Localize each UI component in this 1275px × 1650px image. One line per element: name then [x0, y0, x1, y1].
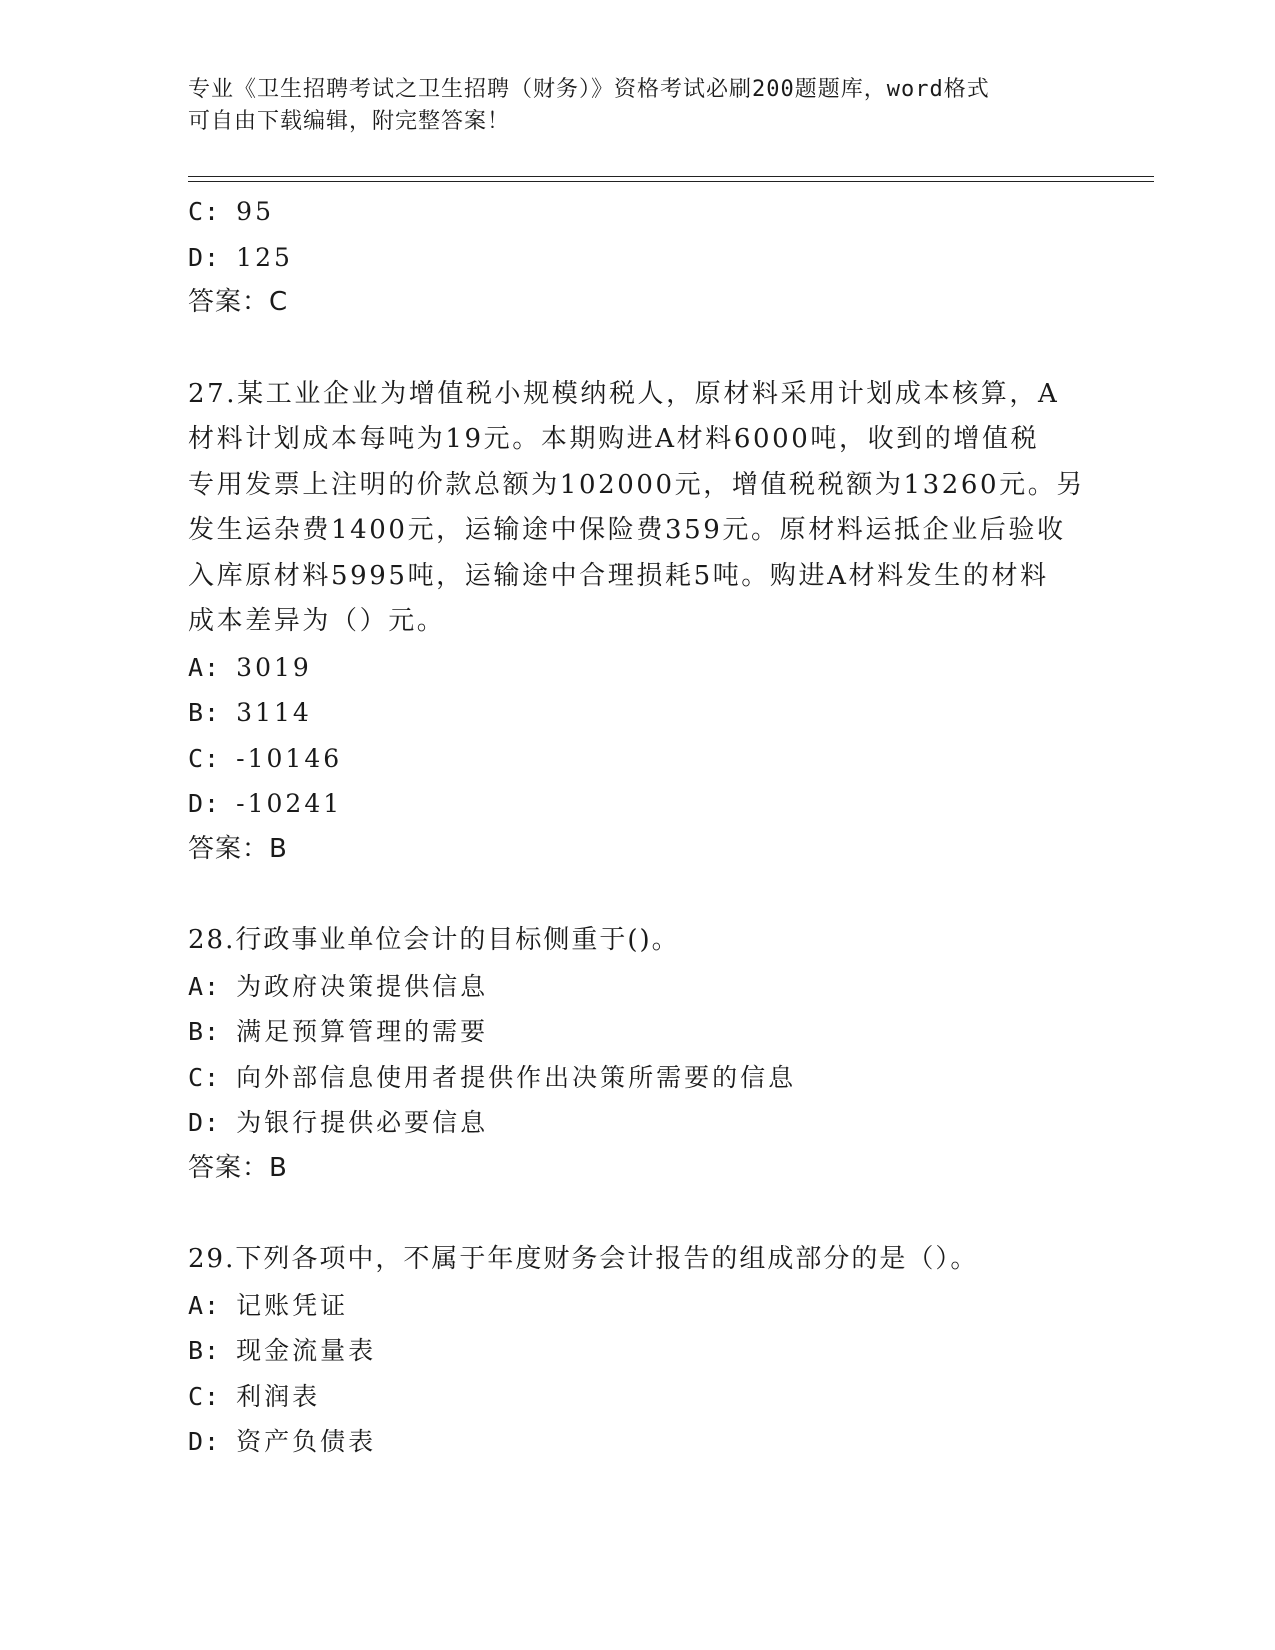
option-d	[188, 781, 1088, 827]
option-label: D:	[188, 1108, 221, 1137]
document-body	[188, 189, 1088, 1465]
option-text: 向外部信息使用者提供作出决策所需要的信息	[236, 1062, 797, 1092]
option-c	[188, 189, 1088, 235]
option-text: 95	[236, 197, 274, 226]
option-label: C:	[188, 743, 221, 773]
header-line-2: 可自由下载编辑，附完整答案！	[188, 109, 511, 134]
option-text: 资产负债表	[236, 1427, 377, 1456]
option-text: -10146	[236, 743, 343, 773]
option-label: C:	[188, 1062, 221, 1092]
option-label: A:	[188, 1290, 221, 1320]
option-label: C:	[188, 1381, 221, 1411]
option-d	[188, 1419, 1088, 1465]
question-29	[188, 1237, 1088, 1465]
option-text: 现金流量表	[236, 1336, 377, 1365]
option-label: B:	[188, 1336, 221, 1365]
question-stem: 28.行政事业单位会计的目标侧重于()。	[188, 925, 680, 955]
header-rule-bottom	[188, 181, 1154, 182]
option-d	[188, 1100, 1088, 1146]
option-text: 3114	[236, 698, 312, 727]
stem-line: 发生运杂费1400元，运输途中保险费359元。原材料运抵企业后验收	[188, 515, 1066, 545]
option-a	[188, 1283, 1088, 1329]
option-label: B:	[188, 698, 221, 727]
answer-line: 答案：B	[188, 1152, 288, 1183]
stem-line: 材料计划成本每吨为19元。本期购进A材料6000吨，收到的增值税	[188, 424, 1040, 454]
answer-line: 答案：C	[188, 287, 289, 317]
option-label: D:	[188, 242, 221, 272]
option-label: A:	[188, 652, 221, 682]
prev-question-tail	[188, 189, 1088, 326]
option-b	[188, 1009, 1088, 1055]
option-text: -10241	[236, 789, 343, 818]
option-text: 为银行提供必要信息	[236, 1108, 489, 1137]
document-header	[188, 74, 1088, 138]
option-text: 3019	[236, 652, 312, 682]
question-stem: 29.下列各项中，不属于年度财务会计报告的组成部分的是（）。	[188, 1244, 979, 1274]
option-label: A:	[188, 971, 221, 1001]
option-text: 为政府决策提供信息	[236, 971, 489, 1001]
option-text: 满足预算管理的需要	[236, 1017, 489, 1046]
stem-line: 27.某工业企业为增值税小规模纳税人，原材料采用计划成本核算，A	[188, 378, 1060, 409]
question-27	[188, 372, 1088, 873]
option-text: 记账凭证	[236, 1290, 349, 1320]
question-28	[188, 918, 1088, 1191]
answer-line: 答案：B	[188, 833, 288, 864]
option-c	[188, 736, 1088, 782]
option-b	[188, 1328, 1088, 1374]
option-c	[188, 1055, 1088, 1101]
stem-line: 入库原材料5995吨，运输途中合理损耗5吨。购进A材料发生的材料	[188, 560, 1049, 591]
option-label: D:	[188, 789, 221, 818]
header-rule-top	[188, 176, 1154, 177]
option-text: 利润表	[236, 1381, 321, 1411]
option-b	[188, 690, 1088, 736]
option-c	[188, 1374, 1088, 1420]
option-text: 125	[236, 242, 293, 272]
option-label: B:	[188, 1017, 221, 1046]
option-d	[188, 235, 1088, 281]
stem-line: 专用发票上注明的价款总额为102000元，增值税税额为13260元。另	[188, 469, 1085, 500]
option-a	[188, 964, 1088, 1010]
option-a	[188, 645, 1088, 691]
header-line-1: 专业《卫生招聘考试之卫生招聘（财务）》资格考试必刷200题题库，word格式	[188, 77, 990, 102]
question-stem	[188, 372, 1088, 645]
option-label: D:	[188, 1427, 221, 1456]
option-label: C:	[188, 197, 221, 226]
stem-line: 成本差异为（）元。	[188, 606, 446, 636]
